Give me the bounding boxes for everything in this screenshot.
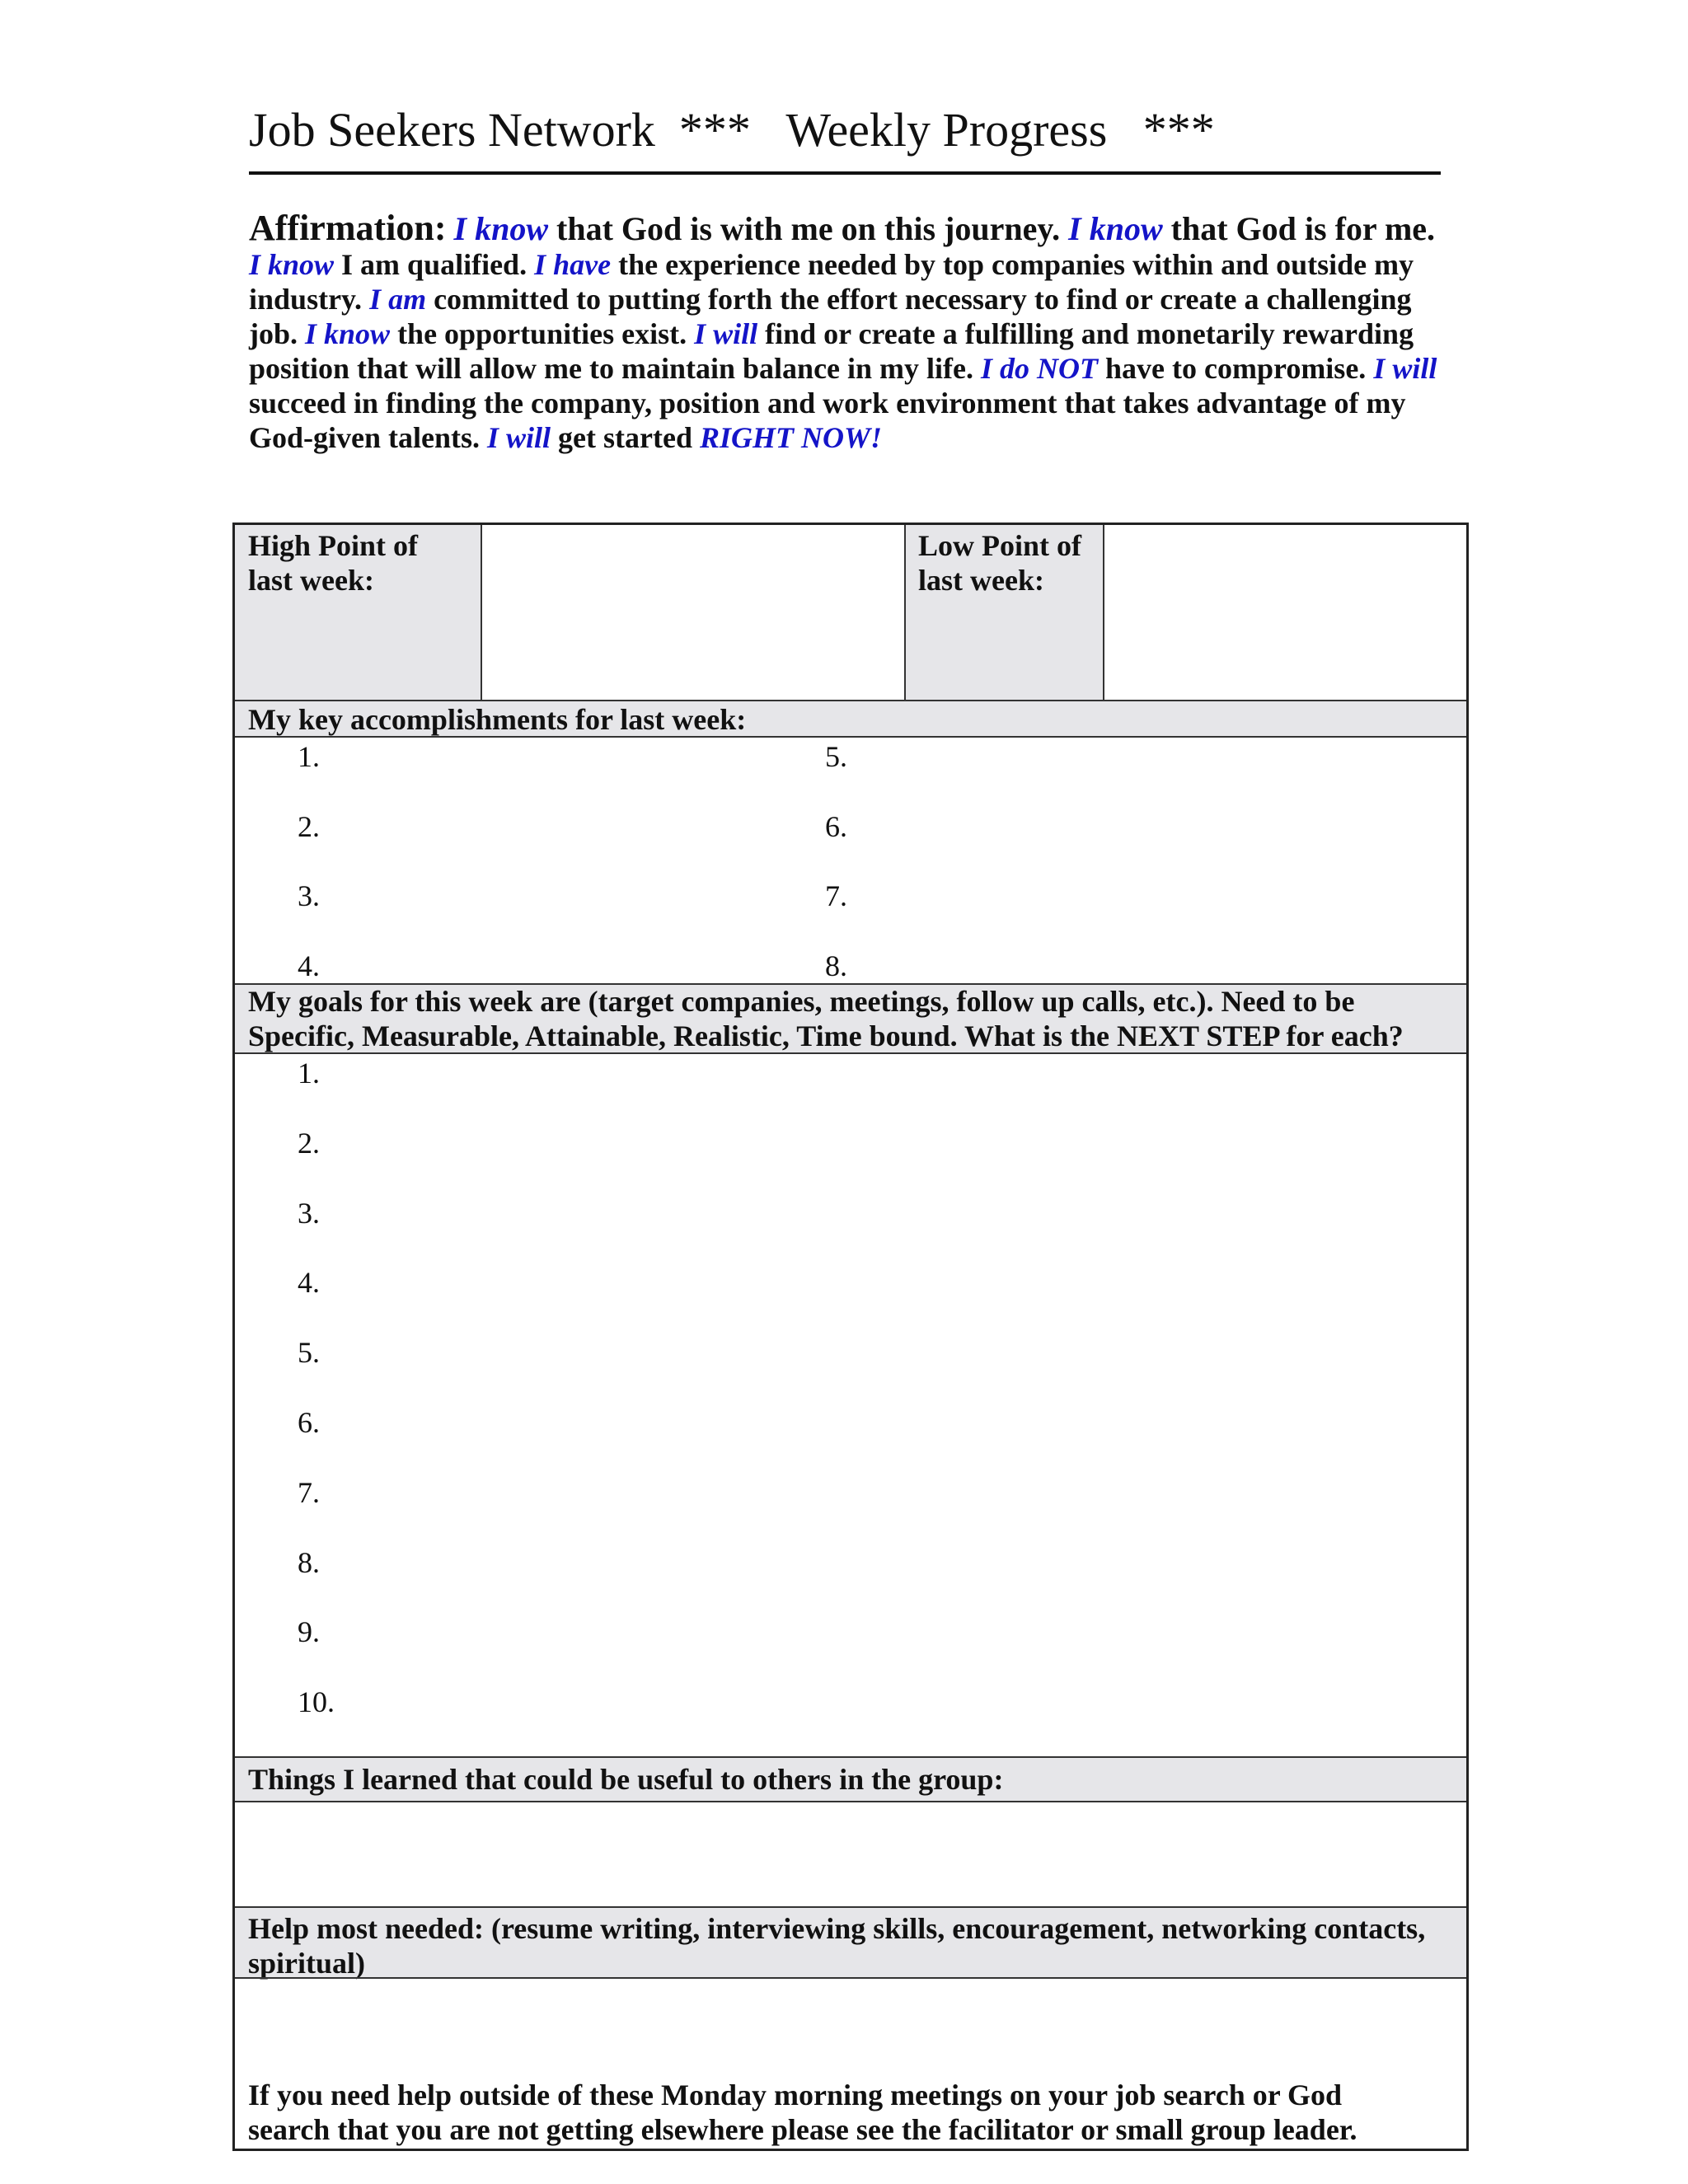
- goal-number: 3.: [298, 1196, 320, 1230]
- affirmation-paragraph: [249, 208, 1452, 455]
- help-header: [248, 1911, 1425, 1980]
- weekly-progress-form: [232, 523, 1469, 2151]
- affirmation-emphasis: I know: [305, 317, 391, 350]
- accomplishment-number: 6.: [825, 809, 847, 843]
- low-point-label: [918, 528, 1081, 598]
- accomplishments-input-area[interactable]: [235, 738, 1466, 983]
- affirmation-text: succeed in finding the company, position and work environment that takes advantage of my God-given talents.: [249, 387, 1406, 454]
- affirmation-emphasis: I do NOT: [981, 352, 1099, 385]
- goal-number: 5.: [298, 1336, 320, 1370]
- affirmation-emphasis: I have: [534, 248, 612, 281]
- goal-number: 4.: [298, 1266, 320, 1300]
- help-header-line1: Help most needed: (resume writing, interviewing skills, encouragement, networking contacts,: [248, 1912, 1426, 1945]
- learned-header: Things I learned that could be useful to others in the group:: [248, 1763, 1004, 1796]
- cell-divider: [1103, 525, 1104, 700]
- help-header-line2: spiritual): [248, 1947, 366, 1980]
- affirmation-emphasis: I know: [453, 210, 548, 247]
- affirmation-text: get started: [551, 421, 700, 454]
- affirmation-text: I am qualified.: [334, 248, 535, 281]
- accomplishment-number: 8.: [825, 949, 847, 982]
- goal-number: 6.: [298, 1406, 320, 1439]
- footer-note-line2: search that you are not getting elsewhere please see the facilitator or small group leader.: [248, 2113, 1357, 2146]
- high-point-label-line1: High Point of: [248, 529, 419, 562]
- goal-number: 8.: [298, 1545, 320, 1579]
- goal-number: 9.: [298, 1615, 320, 1649]
- accomplishment-number: 2.: [298, 809, 320, 843]
- cell-divider: [904, 525, 906, 700]
- low-point-label-line2: last week:: [918, 564, 1044, 597]
- accomplishment-number: 5.: [825, 740, 847, 773]
- title-divider: [249, 171, 1441, 175]
- affirmation-emphasis: I will: [1373, 352, 1437, 385]
- goals-header: [248, 984, 1404, 1053]
- affirmation-text: that God is for me.: [1162, 210, 1436, 247]
- affirmation-emphasis: I will: [694, 317, 758, 350]
- goal-number: 7.: [298, 1475, 320, 1509]
- affirmation-emphasis: I will: [487, 421, 551, 454]
- affirmation-body: [249, 210, 1437, 454]
- footer-note-line1: If you need help outside of these Monday morning meetings on your job search or God: [248, 2079, 1343, 2111]
- goals-input-area[interactable]: [235, 1054, 1466, 1756]
- affirmation-label: Affirmation:: [249, 208, 447, 248]
- affirmation-emphasis: RIGHT NOW!: [699, 421, 883, 454]
- page-title: Job Seekers Network *** Weekly Progress ***: [249, 103, 1215, 157]
- affirmation-emphasis: I know: [1068, 210, 1163, 247]
- accomplishment-number: 3.: [298, 879, 320, 912]
- goals-header-line1: My goals for this week are (target companies, meetings, follow up calls, etc.). Need to be: [248, 985, 1355, 1018]
- low-point-label-line1: Low Point of: [918, 529, 1081, 562]
- high-point-label: [248, 528, 418, 598]
- low-point-input[interactable]: [1104, 525, 1466, 700]
- affirmation-text: find or create a fulfilling and monetarily rewarding position that will allow me to maintain balance in my life.: [249, 317, 1414, 385]
- affirmation-text: have to compromise.: [1098, 352, 1374, 385]
- high-point-input[interactable]: [481, 525, 905, 700]
- affirmation-text: that God is with me on this journey.: [548, 210, 1069, 247]
- accomplishment-number: 1.: [298, 740, 320, 773]
- affirmation-text: committed to putting forth the effort necessary to find or create a challenging job.: [249, 283, 1412, 350]
- high-point-label-line2: last week:: [248, 564, 374, 597]
- accomplishments-header: My key accomplishments for last week:: [248, 703, 747, 736]
- footer-note: [248, 2078, 1357, 2147]
- goal-number: 1.: [298, 1057, 320, 1090]
- goal-number: 10.: [298, 1685, 335, 1719]
- cell-divider: [481, 525, 482, 700]
- learned-input[interactable]: [235, 1802, 1466, 1906]
- affirmation-text: the experience needed by top companies within and outside my industry.: [249, 248, 1414, 316]
- affirmation-emphasis: I know: [249, 248, 335, 281]
- affirmation-emphasis: I am: [369, 283, 427, 316]
- help-input[interactable]: [235, 1979, 1466, 2078]
- affirmation-text: the opportunities exist.: [390, 317, 695, 350]
- accomplishment-number: 4.: [298, 949, 320, 982]
- goal-number: 2.: [298, 1126, 320, 1160]
- accomplishment-number: 7.: [825, 879, 847, 912]
- goals-header-line2: Specific, Measurable, Attainable, Realistic, Time bound. What is the NEXT STEP for each?: [248, 1019, 1404, 1052]
